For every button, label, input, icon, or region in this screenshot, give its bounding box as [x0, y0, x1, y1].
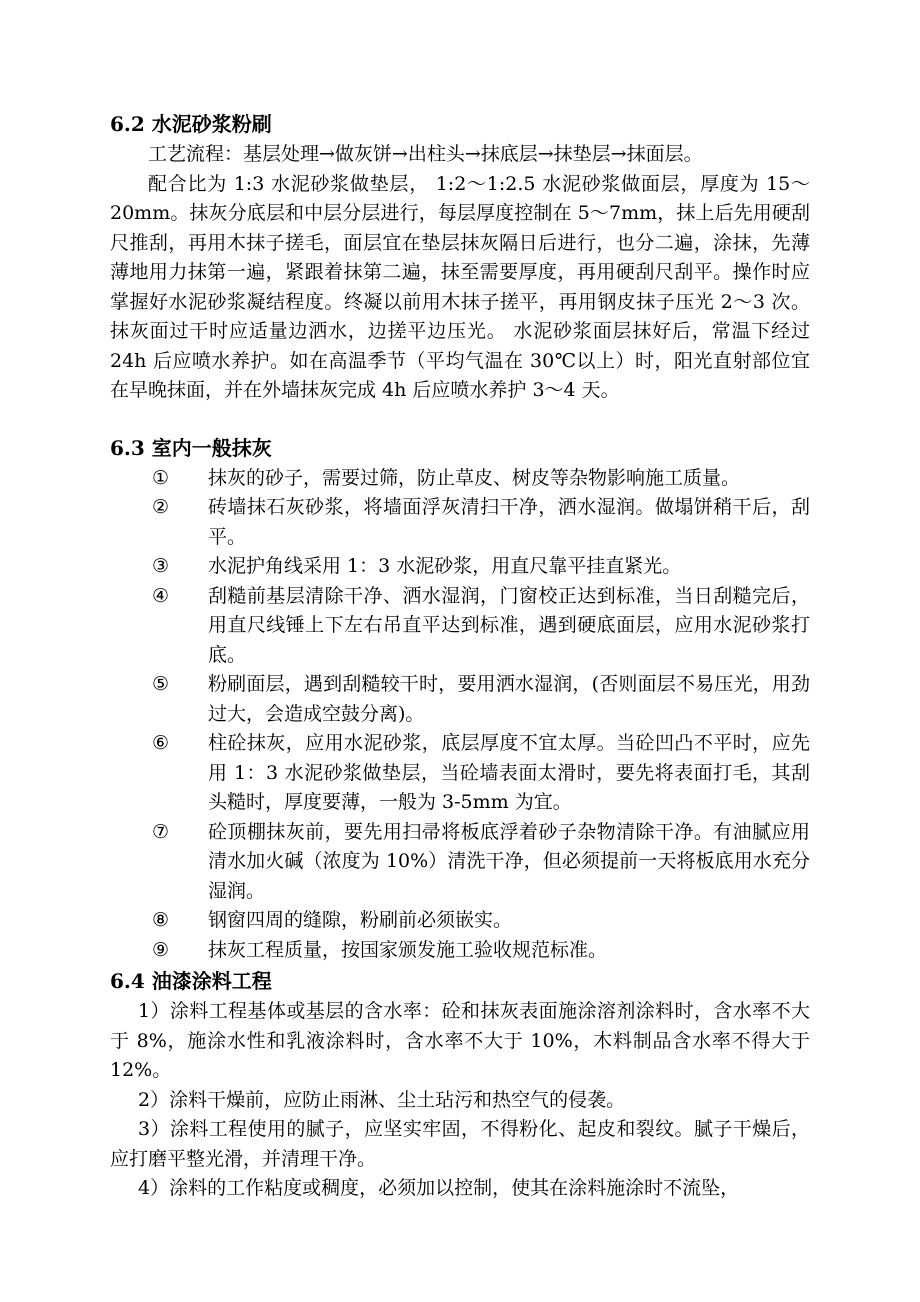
list-item — [110, 552, 810, 582]
list-item — [110, 464, 810, 494]
section-6-4-paragraph: 2）涂料干燥前，应防止雨淋、尘土玷污和热空气的侵袭。 — [138, 1088, 626, 1111]
section-6-3-list — [110, 464, 810, 966]
list-item-number: ④ — [152, 584, 170, 607]
list-item-text: 刮糙前基层清除干净、洒水湿润，门窗校正达到标准，当日刮糙完后，用直尺线锤上下左右吊直平达到标准，遇到硬底面层，应用水泥砂浆打底。 — [208, 584, 810, 666]
list-item-number: ⑧ — [152, 909, 170, 931]
document-page — [110, 108, 810, 1204]
section-6-2-paragraph: 工艺流程：基层处理→做灰饼→出柱头→抹底层→抹垫层→抹面层。 — [148, 143, 703, 165]
list-item-text: 抹灰的砂子，需要过筛，防止草皮、树皮等杂物影响施工质量。 — [208, 466, 741, 489]
list-item — [110, 936, 810, 966]
section-6-3-heading: 6.3 室内一般抹灰 — [110, 435, 272, 460]
list-item — [110, 906, 810, 936]
list-item-number: ③ — [152, 555, 170, 577]
list-item-number: ⑦ — [152, 820, 170, 843]
section-gap — [110, 406, 810, 432]
list-item — [110, 582, 810, 671]
list-item-number: ① — [152, 466, 170, 489]
section-6-4-paragraph: 1）涂料工程基体或基层的含水率：砼和抹灰表面施涂溶剂涂料时，含水率不大于 8%，施涂水性和乳液涂料时，含水率不大于 10%，木料制品含水率不得大于 12%。 — [110, 1000, 810, 1081]
list-item-number: ⑨ — [152, 938, 170, 961]
list-item — [110, 818, 810, 907]
list-item-text: 水泥护角线采用 1：3 水泥砂浆，用直尺靠平挂直紧光。 — [208, 555, 682, 577]
list-item-text: 砖墙抹石灰砂浆，将墙面浮灰清扫干净，洒水湿润。做塌饼稍干后，刮平。 — [208, 496, 810, 548]
list-item-number: ② — [152, 496, 170, 518]
list-item — [110, 493, 810, 552]
section-6-4-heading: 6.4 油漆涂料工程 — [110, 969, 272, 993]
section-6-2-heading: 6.2 水泥砂浆粉刷 — [110, 112, 272, 136]
list-item-text: 钢窗四周的缝隙，粉刷前必须嵌实。 — [208, 909, 513, 931]
section-6-4-paragraph: 3）涂料工程使用的腻子，应坚实牢固，不得粉化、起皮和裂纹。腻子干燥后，应打磨平整光滑，并清理干净。 — [110, 1118, 810, 1170]
list-item-number: ⑤ — [152, 673, 170, 695]
section-6-2-paragraph: 配合比为 1:3 水泥砂浆做垫层， 1:2～1:2.5 水泥砂浆做面层，厚度为 15～20mm。抹灰分底层和中层分层进行，每层厚度控制在 5～7mm，抹上后先用硬刮尺推刮，再用木抹子搓毛，面层宜在垫层抹灰隔日后进行，也分二遍，涂抹，先薄薄地用力抹第一遍，紧跟着抹第二遍，抹至需要厚度，再用硬刮尺刮平。操作时应掌握好水泥砂浆凝结程度。终凝以前用木抹子搓平，再用钢皮抹子压光 2～3 次。抹灰面过干时应适量边洒水，边搓平边压光。 水泥砂浆面层抹好后，常温下经过 24h 后应喷水养护。如在高温季节（平均气温在 30℃以上）时，阳光直射部位宜在早晚抹面，并在外墙抹灰完成 4h 后应喷水养护 3～4 天。 — [110, 172, 810, 401]
list-item-text: 抹灰工程质量，按国家颁发施工验收规范标准。 — [208, 938, 608, 961]
list-item — [110, 670, 810, 729]
list-item-text: 柱砼抹灰，应用水泥砂浆，底层厚度不宜太厚。当砼凹凸不平时，应先用 1：3 水泥砂浆做垫层，当砼墙表面太滑时，要先将表面打毛，其刮头糙时，厚度要薄，一般为 3-5mm 为宜。 — [208, 732, 810, 813]
list-item-text: 粉刷面层，遇到刮糙较干时，要用洒水湿润，(否则面层不易压光，用劲过大，会造成空鼓分离)。 — [208, 673, 810, 725]
list-item — [110, 729, 810, 818]
list-item-number: ⑥ — [152, 732, 170, 754]
list-item-text: 砼顶棚抹灰前，要先用扫帚将板底浮着砂子杂物清除干净。有油腻应用清水加火碱（浓度为 10%）清洗干净，但必须提前一天将板底用水充分湿润。 — [208, 820, 810, 902]
section-6-4-paragraph: 4）涂料的工作粘度或稠度，必须加以控制，使其在涂料施涂时不流坠， — [138, 1177, 740, 1199]
